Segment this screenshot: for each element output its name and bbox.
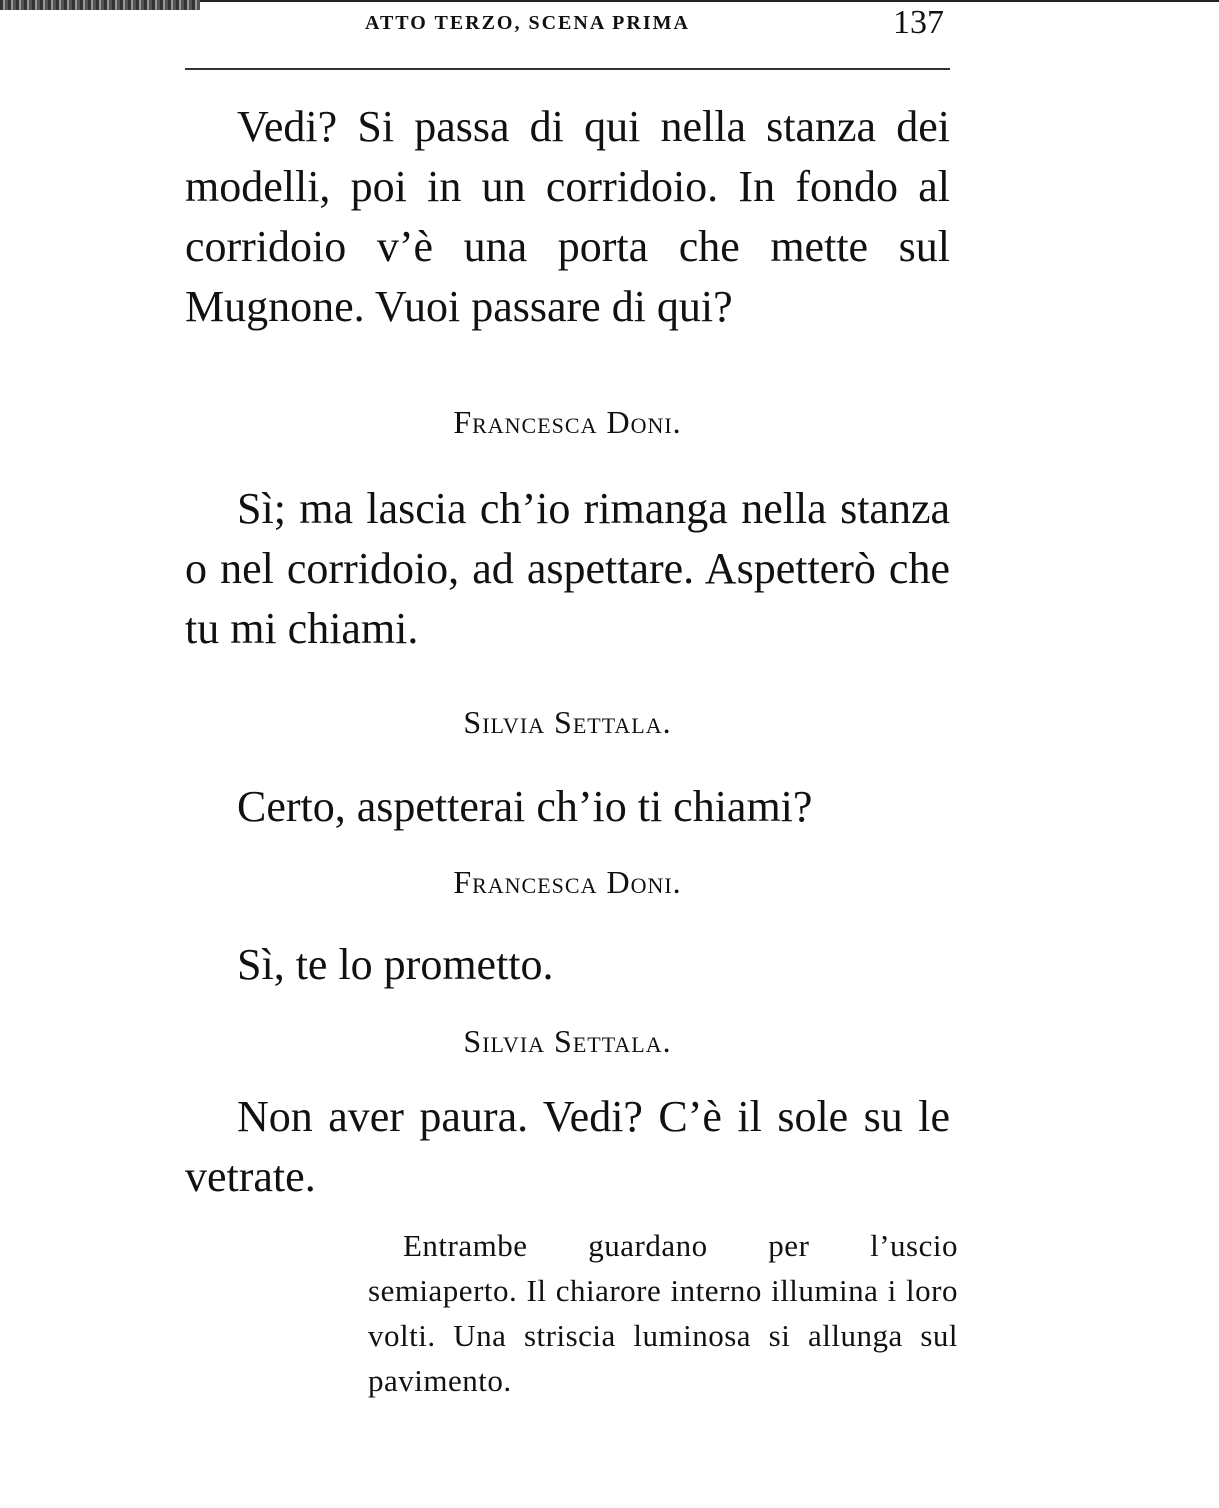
page-number: 137	[893, 4, 944, 41]
speaker-name: Silvia Settala.	[463, 704, 672, 740]
speaker-name: Silvia Settala.	[463, 1023, 672, 1059]
speech-paragraph: Vedi? Si passa di qui nella stanza dei modelli, poi in un corridoio. In fondo al corridoio v’è una porta che mette sul Mugnone. Vuoi passare di qui?	[185, 102, 950, 331]
torn-edge	[0, 0, 200, 10]
running-head: ATTO TERZO, SCENA PRIMA	[365, 12, 690, 34]
speech-paragraph: Sì, te lo prometto.	[237, 940, 554, 989]
speech-paragraph: Certo, aspetterai ch’io ti chiami?	[237, 782, 813, 831]
speech-paragraph: Sì; ma lascia ch’io rimanga nella stanza o nel corridoio, ad aspettare. Aspetterò che tu mi chiami.	[185, 484, 950, 653]
header-rule	[185, 68, 950, 70]
stage-direction: Entrambe guardano per l’uscio semiaperto. Il chiarore interno illumina i loro volti. Una striscia luminosa si allunga sul pavimento.	[368, 1228, 958, 1398]
speaker-name: Francesca Doni.	[453, 864, 682, 900]
top-border	[0, 0, 1219, 12]
speaker-name: Francesca Doni.	[453, 404, 682, 440]
speech-paragraph: Non aver paura. Vedi? C’è il sole su le vetrate.	[185, 1092, 950, 1201]
